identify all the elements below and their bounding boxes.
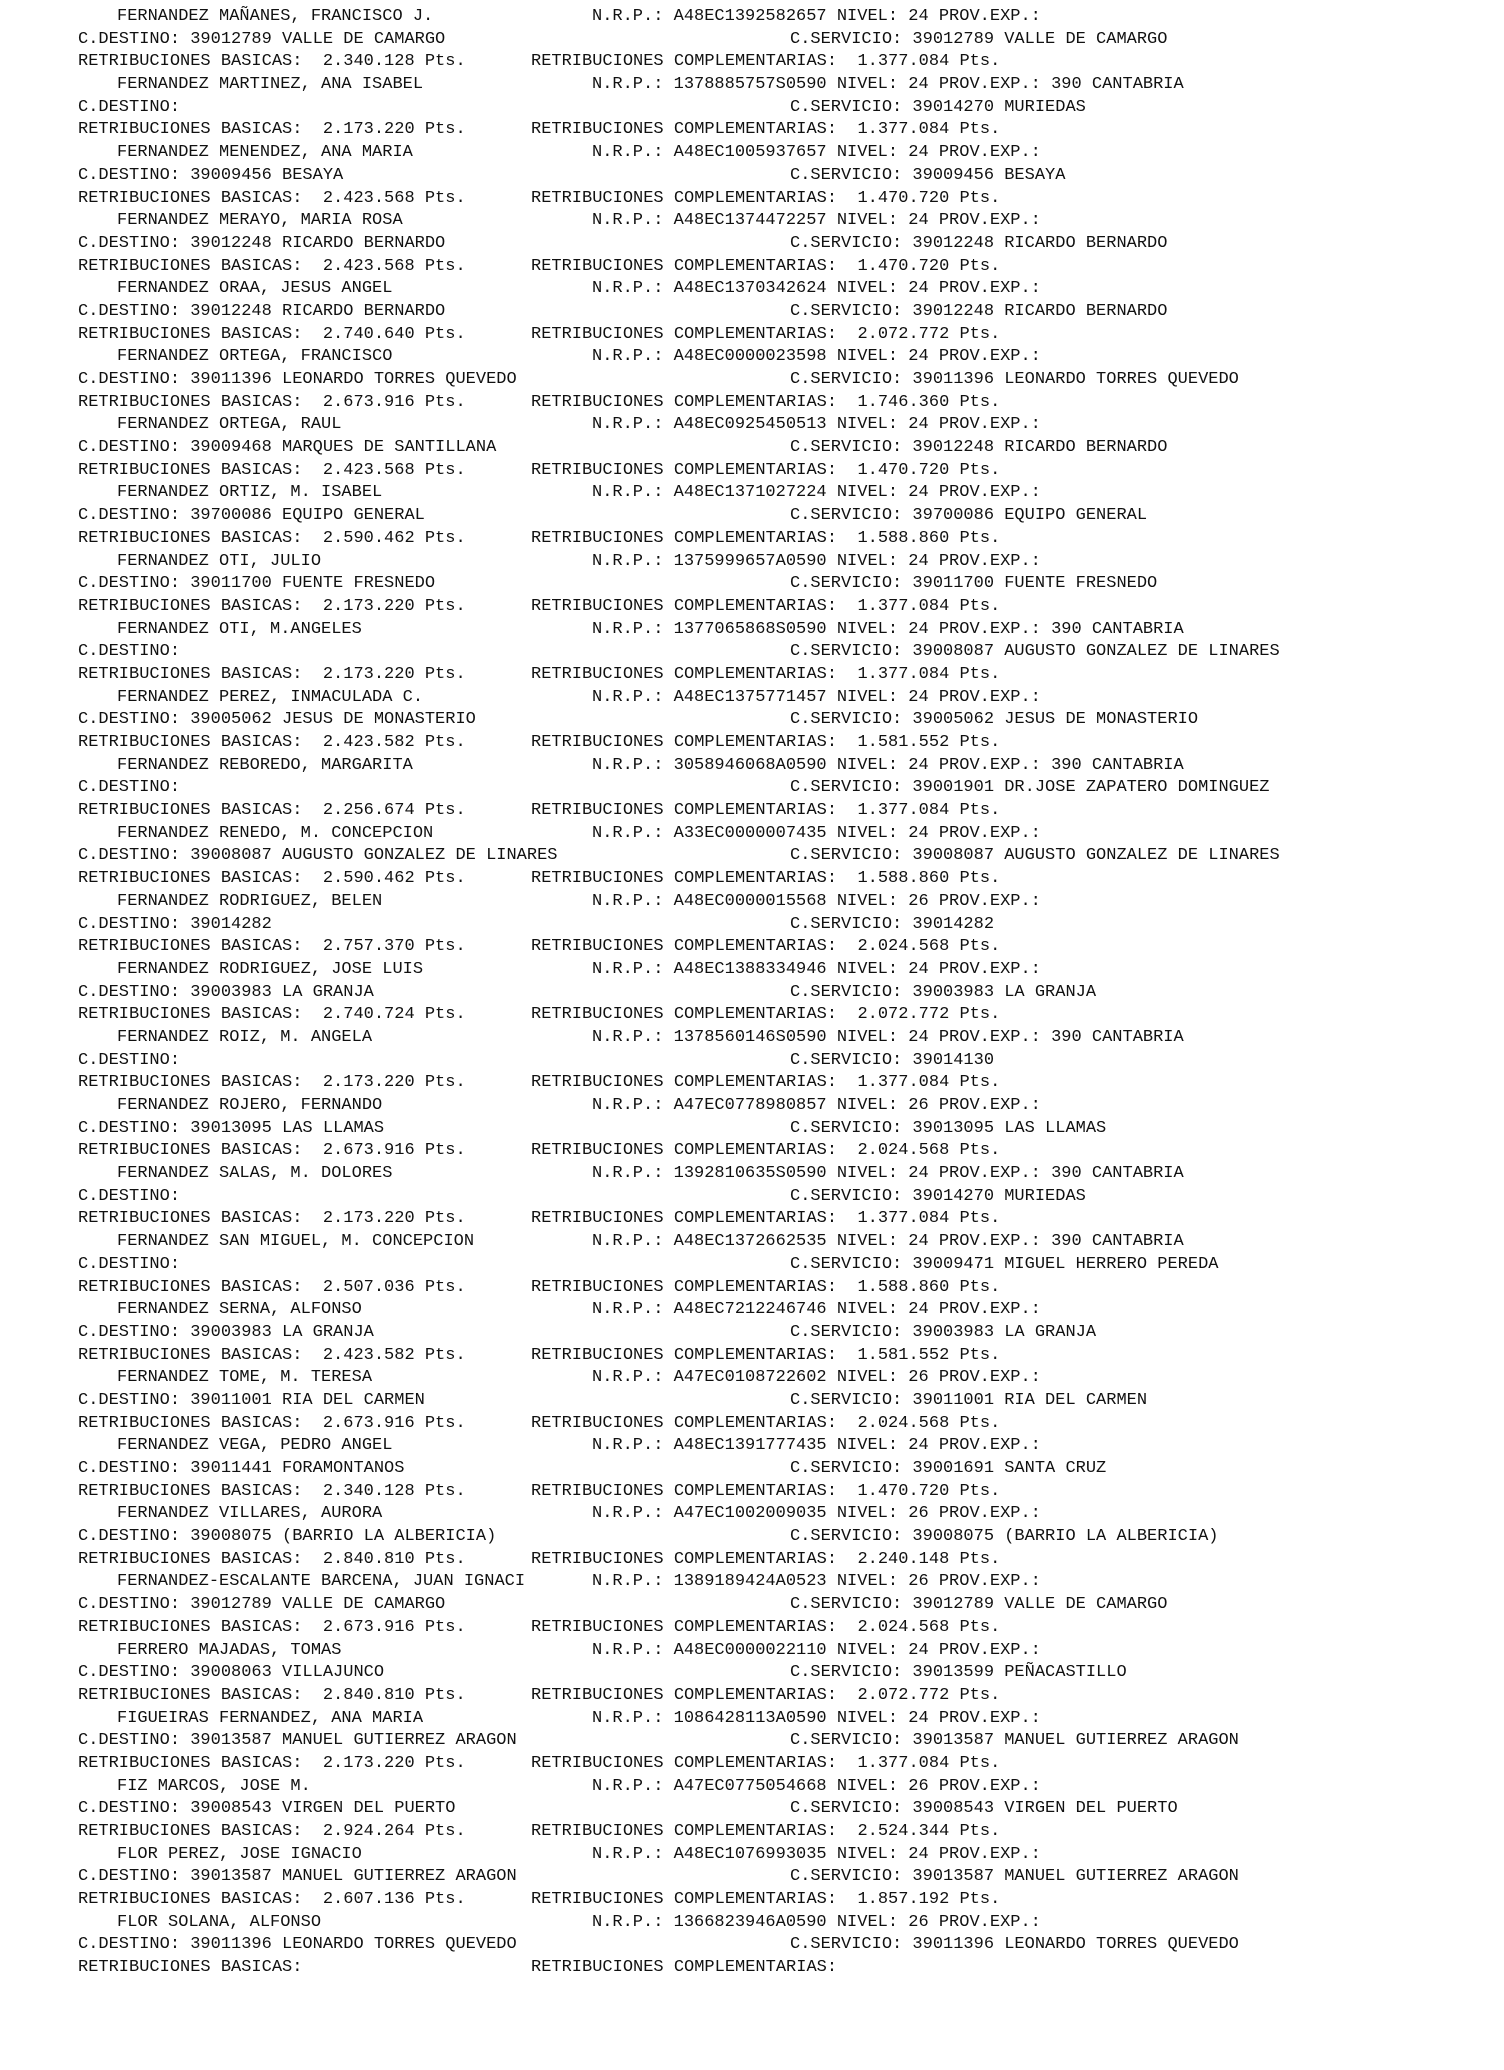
basic-salary: RETRIBUCIONES BASICAS: 2.340.128 Pts.	[78, 1481, 466, 1501]
complementary-salary: RETRIBUCIONES COMPLEMENTARIAS: 1.377.084 Pts.	[531, 52, 1001, 72]
record-header-line	[0, 1708, 1504, 1731]
basic-salary: RETRIBUCIONES BASICAS: 2.757.370 Pts.	[78, 937, 466, 957]
record-salary-line	[0, 1277, 1504, 1300]
servicio-center: C.SERVICIO: 39013095 LAS LLAMAS	[790, 1118, 1107, 1138]
destino-center: C.DESTINO: 39003983 LA GRANJA	[78, 1322, 374, 1342]
record-entry	[0, 1844, 1504, 1912]
servicio-center: C.SERVICIO: 39700086 EQUIPO GENERAL	[790, 506, 1148, 526]
basic-salary: RETRIBUCIONES BASICAS: 2.673.916 Pts.	[78, 1141, 466, 1161]
servicio-center: C.SERVICIO: 39009456 BESAYA	[790, 165, 1066, 185]
record-center-line	[0, 1594, 1504, 1617]
record-entry	[0, 687, 1504, 755]
record-header-line	[0, 142, 1504, 165]
basic-salary: RETRIBUCIONES BASICAS: 2.423.568 Pts.	[78, 188, 466, 208]
nrp-info: N.R.P.: 1086428113A0590 NIVEL: 24 PROV.EXP.:	[592, 1708, 1041, 1728]
record-center-line	[0, 1050, 1504, 1073]
employee-name: FERNANDEZ REBOREDO, MARGARITA	[117, 755, 413, 775]
employee-name: FLOR SOLANA, ALFONSO	[117, 1912, 322, 1932]
basic-salary: RETRIBUCIONES BASICAS: 2.423.568 Pts.	[78, 256, 466, 276]
servicio-center: C.SERVICIO: 39008543 VIRGEN DEL PUERTO	[790, 1799, 1178, 1819]
employee-name: FERNANDEZ VILLARES, AURORA	[117, 1504, 383, 1524]
record-center-line	[0, 1934, 1504, 1957]
nrp-info: N.R.P.: A47EC0108722602 NIVEL: 26 PROV.EXP.:	[592, 1368, 1041, 1388]
basic-salary: RETRIBUCIONES BASICAS: 2.924.264 Pts.	[78, 1822, 466, 1841]
record-salary-line	[0, 596, 1504, 619]
record-salary-line	[0, 1413, 1504, 1436]
record-entry	[0, 1503, 1504, 1571]
servicio-center: C.SERVICIO: 39014270 MURIEDAS	[790, 97, 1086, 117]
record-center-line	[0, 1458, 1504, 1481]
destino-center: C.DESTINO: 39012248 RICARDO BERNARDO	[78, 301, 446, 321]
record-header-line	[0, 414, 1504, 437]
employee-name: FERNANDEZ OTI, JULIO	[117, 551, 322, 571]
record-salary-line	[0, 188, 1504, 211]
servicio-center: C.SERVICIO: 39012248 RICARDO BERNARDO	[790, 301, 1168, 321]
destino-center: C.DESTINO: 39014282	[78, 914, 272, 934]
basic-salary: RETRIBUCIONES BASICAS: 2.673.916 Pts.	[78, 392, 466, 412]
servicio-center: C.SERVICIO: 39008075 (BARRIO LA ALBERICIA)	[790, 1527, 1219, 1547]
nrp-info: N.R.P.: A48EC1375771457 NIVEL: 24 PROV.EXP.:	[592, 687, 1041, 707]
complementary-salary: RETRIBUCIONES COMPLEMENTARIAS: 1.746.360 Pts.	[531, 392, 1001, 412]
record-salary-line	[0, 1957, 1504, 1980]
destino-center: C.DESTINO: 39003983 LA GRANJA	[78, 982, 374, 1002]
complementary-salary: RETRIBUCIONES COMPLEMENTARIAS: 2.024.568 Pts.	[531, 937, 1001, 957]
record-center-line	[0, 709, 1504, 732]
employee-name: FERRERO MAJADAS, TOMAS	[117, 1640, 342, 1660]
record-header-line	[0, 551, 1504, 574]
record-salary-line	[0, 1140, 1504, 1163]
destino-center: C.DESTINO: 39011001 RIA DEL CARMEN	[78, 1390, 425, 1410]
basic-salary: RETRIBUCIONES BASICAS: 2.423.582 Pts.	[78, 1345, 466, 1365]
nrp-info: N.R.P.: A48EC0000015568 NIVEL: 26 PROV.EXP.:	[592, 891, 1041, 911]
basic-salary: RETRIBUCIONES BASICAS: 2.740.724 Pts.	[78, 1005, 466, 1025]
destino-center: C.DESTINO: 39009468 MARQUES DE SANTILLANA	[78, 438, 497, 458]
complementary-salary: RETRIBUCIONES COMPLEMENTARIAS:	[531, 1958, 838, 1978]
destino-center: C.DESTINO:	[78, 1050, 181, 1070]
basic-salary: RETRIBUCIONES BASICAS: 2.423.568 Pts.	[78, 460, 466, 480]
nrp-info: N.R.P.: 1378885757S0590 NIVEL: 24 PROV.EXP.: 390 CANTABRIA	[592, 75, 1184, 95]
record-center-line	[0, 914, 1504, 937]
servicio-center: C.SERVICIO: 39008087 AUGUSTO GONZALEZ DE LINARES	[790, 846, 1280, 866]
nrp-info: N.R.P.: A47EC0778980857 NIVEL: 26 PROV.EXP.:	[592, 1096, 1041, 1115]
record-header-line	[0, 482, 1504, 505]
record-center-line	[0, 97, 1504, 120]
servicio-center: C.SERVICIO: 39009471 MIGUEL HERRERO PEREDA	[790, 1254, 1219, 1274]
record-salary-line	[0, 51, 1504, 74]
nrp-info: N.R.P.: A48EC1392582657 NIVEL: 24 PROV.EXP.:	[592, 7, 1041, 26]
nrp-info: N.R.P.: A48EC1388334946 NIVEL: 24 PROV.EXP.:	[592, 959, 1041, 979]
record-header-line	[0, 1231, 1504, 1254]
basic-salary: RETRIBUCIONES BASICAS: 2.590.462 Pts.	[78, 869, 466, 889]
destino-center: C.DESTINO: 39012789 VALLE DE CAMARGO	[78, 1595, 446, 1615]
record-entry	[0, 1912, 1504, 1980]
record-header-line	[0, 1163, 1504, 1186]
servicio-center: C.SERVICIO: 39001691 SANTA CRUZ	[790, 1459, 1107, 1478]
record-header-line	[0, 1435, 1504, 1458]
record-center-line	[0, 573, 1504, 596]
employee-name: FERNANDEZ ORTEGA, RAUL	[117, 415, 342, 435]
record-header-line	[0, 346, 1504, 369]
basic-salary: RETRIBUCIONES BASICAS: 2.340.128 Pts.	[78, 52, 466, 72]
employee-name: FERNANDEZ-ESCALANTE BARCENA, JUAN IGNACI	[117, 1572, 526, 1592]
record-salary-line	[0, 1549, 1504, 1572]
record-salary-line	[0, 800, 1504, 823]
basic-salary: RETRIBUCIONES BASICAS: 2.173.220 Pts.	[78, 664, 466, 684]
complementary-salary: RETRIBUCIONES COMPLEMENTARIAS: 2.524.344 Pts.	[531, 1822, 1001, 1841]
record-entry	[0, 551, 1504, 619]
record-header-line	[0, 1571, 1504, 1594]
complementary-salary: RETRIBUCIONES COMPLEMENTARIAS: 2.072.772 Pts.	[531, 1005, 1001, 1025]
record-header-line	[0, 687, 1504, 710]
servicio-center: C.SERVICIO: 39011396 LEONARDO TORRES QUEVEDO	[790, 1935, 1239, 1955]
record-entry	[0, 1776, 1504, 1844]
nrp-info: N.R.P.: A48EC1371027224 NIVEL: 24 PROV.EXP.:	[592, 483, 1041, 503]
record-center-line	[0, 437, 1504, 460]
destino-center: C.DESTINO:	[78, 1254, 181, 1274]
complementary-salary: RETRIBUCIONES COMPLEMENTARIAS: 1.470.720 Pts.	[531, 460, 1001, 480]
employee-name: FIGUEIRAS FERNANDEZ, ANA MARIA	[117, 1708, 424, 1728]
servicio-center: C.SERVICIO: 39011001 RIA DEL CARMEN	[790, 1390, 1148, 1410]
nrp-info: N.R.P.: 1389189424A0523 NIVEL: 26 PROV.EXP.:	[592, 1572, 1041, 1592]
record-salary-line	[0, 1345, 1504, 1368]
nrp-info: N.R.P.: A48EC1372662535 NIVEL: 24 PROV.EXP.: 390 CANTABRIA	[592, 1232, 1184, 1252]
complementary-salary: RETRIBUCIONES COMPLEMENTARIAS: 1.581.552 Pts.	[531, 733, 1001, 752]
basic-salary: RETRIBUCIONES BASICAS: 2.607.136 Pts.	[78, 1890, 466, 1910]
record-entry	[0, 1027, 1504, 1095]
destino-center: C.DESTINO:	[78, 778, 181, 798]
servicio-center: C.SERVICIO: 39013599 PEÑACASTILLO	[790, 1663, 1127, 1683]
basic-salary: RETRIBUCIONES BASICAS: 2.507.036 Pts.	[78, 1277, 466, 1297]
complementary-salary: RETRIBUCIONES COMPLEMENTARIAS: 2.024.568 Pts.	[531, 1413, 1001, 1433]
record-salary-line	[0, 1004, 1504, 1027]
record-center-line	[0, 165, 1504, 188]
nrp-info: N.R.P.: 1377065868S0590 NIVEL: 24 PROV.EXP.: 390 CANTABRIA	[592, 619, 1184, 639]
destino-center: C.DESTINO:	[78, 97, 181, 117]
basic-salary: RETRIBUCIONES BASICAS: 2.173.220 Pts.	[78, 120, 466, 140]
destino-center: C.DESTINO: 39011396 LEONARDO TORRES QUEVEDO	[78, 370, 517, 389]
nrp-info: N.R.P.: 1375999657A0590 NIVEL: 24 PROV.EXP.:	[592, 551, 1041, 571]
record-entry	[0, 1231, 1504, 1299]
record-salary-line	[0, 1072, 1504, 1095]
destino-center: C.DESTINO: 39012248 RICARDO BERNARDO	[78, 233, 446, 253]
basic-salary: RETRIBUCIONES BASICAS: 2.173.220 Pts.	[78, 596, 466, 616]
complementary-salary: RETRIBUCIONES COMPLEMENTARIAS: 1.377.084 Pts.	[531, 1209, 1001, 1229]
record-center-line	[0, 1730, 1504, 1753]
complementary-salary: RETRIBUCIONES COMPLEMENTARIAS: 2.072.772 Pts.	[531, 324, 1001, 344]
basic-salary: RETRIBUCIONES BASICAS: 2.423.582 Pts.	[78, 733, 466, 752]
record-header-line	[0, 1299, 1504, 1322]
complementary-salary: RETRIBUCIONES COMPLEMENTARIAS: 1.470.720 Pts.	[531, 1481, 1001, 1501]
employee-name: FERNANDEZ SALAS, M. DOLORES	[117, 1164, 393, 1184]
record-center-line	[0, 1186, 1504, 1209]
destino-center: C.DESTINO: 39005062 JESUS DE MONASTERIO	[78, 710, 476, 730]
nrp-info: N.R.P.: 1366823946A0590 NIVEL: 26 PROV.EXP.:	[592, 1912, 1041, 1932]
record-salary-line	[0, 324, 1504, 347]
destino-center: C.DESTINO: 39008063 VILLAJUNCO	[78, 1663, 385, 1683]
employee-name: FERNANDEZ SAN MIGUEL, M. CONCEPCION	[117, 1232, 475, 1252]
record-salary-line	[0, 936, 1504, 959]
nrp-info: N.R.P.: A48EC1391777435 NIVEL: 24 PROV.EXP.:	[592, 1436, 1041, 1456]
record-entry	[0, 1095, 1504, 1163]
servicio-center: C.SERVICIO: 39014270 MURIEDAS	[790, 1186, 1086, 1206]
record-entry	[0, 823, 1504, 891]
servicio-center: C.SERVICIO: 39001901 DR.JOSE ZAPATERO DOMINGUEZ	[790, 778, 1270, 798]
record-header-line	[0, 1912, 1504, 1935]
nrp-info: N.R.P.: 1378560146S0590 NIVEL: 24 PROV.EXP.: 390 CANTABRIA	[592, 1027, 1184, 1047]
servicio-center: C.SERVICIO: 39003983 LA GRANJA	[790, 982, 1097, 1002]
nrp-info: N.R.P.: 3058946068A0590 NIVEL: 24 PROV.EXP.: 390 CANTABRIA	[592, 755, 1184, 775]
nrp-info: N.R.P.: A48EC0000023598 NIVEL: 24 PROV.EXP.:	[592, 347, 1041, 367]
record-entry	[0, 1571, 1504, 1639]
complementary-salary: RETRIBUCIONES COMPLEMENTARIAS: 1.377.084 Pts.	[531, 596, 1001, 616]
employee-name: FERNANDEZ RENEDO, M. CONCEPCION	[117, 823, 434, 843]
destino-center: C.DESTINO: 39011396 LEONARDO TORRES QUEVEDO	[78, 1935, 517, 1955]
employee-name: FERNANDEZ OTI, M.ANGELES	[117, 619, 362, 639]
destino-center: C.DESTINO: 39013587 MANUEL GUTIERREZ ARAGON	[78, 1731, 517, 1751]
record-center-line	[0, 845, 1504, 868]
record-entry	[0, 755, 1504, 823]
record-header-line	[0, 1503, 1504, 1526]
record-header-line	[0, 1027, 1504, 1050]
record-salary-line	[0, 1753, 1504, 1776]
complementary-salary: RETRIBUCIONES COMPLEMENTARIAS: 1.588.860 Pts.	[531, 1277, 1001, 1297]
complementary-salary: RETRIBUCIONES COMPLEMENTARIAS: 1.470.720 Pts.	[531, 256, 1001, 276]
complementary-salary: RETRIBUCIONES COMPLEMENTARIAS: 2.024.568 Pts.	[531, 1617, 1001, 1637]
employee-name: FERNANDEZ SERNA, ALFONSO	[117, 1300, 362, 1320]
record-header-line	[0, 74, 1504, 97]
complementary-salary: RETRIBUCIONES COMPLEMENTARIAS: 1.377.084 Pts.	[531, 120, 1001, 140]
basic-salary: RETRIBUCIONES BASICAS: 2.173.220 Pts.	[78, 1073, 466, 1093]
employee-name: FERNANDEZ ROIZ, M. ANGELA	[117, 1027, 373, 1047]
record-salary-line	[0, 664, 1504, 687]
record-entry	[0, 1163, 1504, 1231]
nrp-info: N.R.P.: A48EC0000022110 NIVEL: 24 PROV.EXP.:	[592, 1640, 1041, 1660]
basic-salary: RETRIBUCIONES BASICAS: 2.173.220 Pts.	[78, 1753, 466, 1773]
record-salary-line	[0, 460, 1504, 483]
destino-center: C.DESTINO: 39013095 LAS LLAMAS	[78, 1118, 385, 1138]
employee-name: FIZ MARCOS, JOSE M.	[117, 1776, 311, 1796]
record-header-line	[0, 1095, 1504, 1118]
employee-name: FERNANDEZ MARTINEZ, ANA ISABEL	[117, 75, 424, 95]
basic-salary: RETRIBUCIONES BASICAS: 2.840.810 Pts.	[78, 1549, 466, 1569]
record-center-line	[0, 1390, 1504, 1413]
basic-salary: RETRIBUCIONES BASICAS: 2.840.810 Pts.	[78, 1685, 466, 1705]
destino-center: C.DESTINO: 39011441 FORAMONTANOS	[78, 1459, 405, 1478]
record-center-line	[0, 1118, 1504, 1141]
complementary-salary: RETRIBUCIONES COMPLEMENTARIAS: 1.470.720 Pts.	[531, 188, 1001, 208]
nrp-info: N.R.P.: A47EC0775054668 NIVEL: 26 PROV.EXP.:	[592, 1776, 1041, 1796]
employee-name: FERNANDEZ ORTEGA, FRANCISCO	[117, 347, 393, 367]
record-center-line	[0, 982, 1504, 1005]
record-center-line	[0, 1322, 1504, 1345]
complementary-salary: RETRIBUCIONES COMPLEMENTARIAS: 1.377.084 Pts.	[531, 1073, 1001, 1093]
employee-name: FERNANDEZ MERAYO, MARIA ROSA	[117, 211, 403, 231]
record-entry	[0, 74, 1504, 142]
record-salary-line	[0, 392, 1504, 415]
record-salary-line	[0, 1481, 1504, 1504]
complementary-salary: RETRIBUCIONES COMPLEMENTARIAS: 1.377.084 Pts.	[531, 664, 1001, 684]
employee-name: FERNANDEZ VEGA, PEDRO ANGEL	[117, 1436, 393, 1456]
servicio-center: C.SERVICIO: 39012248 RICARDO BERNARDO	[790, 438, 1168, 458]
nrp-info: N.R.P.: A48EC7212246746 NIVEL: 24 PROV.EXP.:	[592, 1300, 1041, 1320]
servicio-center: C.SERVICIO: 39014130	[790, 1050, 995, 1070]
servicio-center: C.SERVICIO: 39012248 RICARDO BERNARDO	[790, 233, 1168, 253]
nrp-info: N.R.P.: A48EC0925450513 NIVEL: 24 PROV.EXP.:	[592, 415, 1041, 435]
destino-center: C.DESTINO:	[78, 1186, 181, 1206]
record-center-line	[0, 777, 1504, 800]
complementary-salary: RETRIBUCIONES COMPLEMENTARIAS: 1.588.860 Pts.	[531, 528, 1001, 548]
record-center-line	[0, 1662, 1504, 1685]
servicio-center: C.SERVICIO: 39012789 VALLE DE CAMARGO	[790, 29, 1168, 49]
record-center-line	[0, 1866, 1504, 1889]
servicio-center: C.SERVICIO: 39013587 MANUEL GUTIERREZ ARAGON	[790, 1731, 1239, 1751]
nrp-info: N.R.P.: 1392810635S0590 NIVEL: 24 PROV.EXP.: 390 CANTABRIA	[592, 1164, 1184, 1184]
record-entry	[0, 346, 1504, 414]
basic-salary: RETRIBUCIONES BASICAS:	[78, 1958, 303, 1978]
destino-center: C.DESTINO: 39700086 EQUIPO GENERAL	[78, 506, 425, 526]
complementary-salary: RETRIBUCIONES COMPLEMENTARIAS: 1.581.552 Pts.	[531, 1345, 1001, 1365]
nrp-info: N.R.P.: A48EC1374472257 NIVEL: 24 PROV.EXP.:	[592, 211, 1041, 231]
record-salary-line	[0, 732, 1504, 755]
record-center-line	[0, 369, 1504, 392]
record-header-line	[0, 755, 1504, 778]
servicio-center: C.SERVICIO: 39005062 JESUS DE MONASTERIO	[790, 710, 1199, 730]
destino-center: C.DESTINO: 39011700 FUENTE FRESNEDO	[78, 574, 436, 594]
servicio-center: C.SERVICIO: 39014282	[790, 914, 995, 934]
destino-center: C.DESTINO:	[78, 642, 181, 662]
record-entry	[0, 1299, 1504, 1367]
employee-name: FERNANDEZ RODRIGUEZ, JOSE LUIS	[117, 959, 424, 979]
record-list	[0, 6, 1504, 1980]
record-salary-line	[0, 1617, 1504, 1640]
servicio-center: C.SERVICIO: 39011396 LEONARDO TORRES QUEVEDO	[790, 370, 1239, 389]
complementary-salary: RETRIBUCIONES COMPLEMENTARIAS: 2.072.772 Pts.	[531, 1685, 1001, 1705]
record-header-line	[0, 891, 1504, 914]
record-header-line	[0, 823, 1504, 846]
record-entry	[0, 414, 1504, 482]
servicio-center: C.SERVICIO: 39008087 AUGUSTO GONZALEZ DE LINARES	[790, 642, 1280, 662]
destino-center: C.DESTINO: 39008087 AUGUSTO GONZALEZ DE LINARES	[78, 846, 558, 866]
basic-salary: RETRIBUCIONES BASICAS: 2.256.674 Pts.	[78, 801, 466, 821]
nrp-info: N.R.P.: A48EC1370342624 NIVEL: 24 PROV.EXP.:	[592, 279, 1041, 299]
record-center-line	[0, 505, 1504, 528]
destino-center: C.DESTINO: 39009456 BESAYA	[78, 165, 344, 185]
employee-name: FERNANDEZ MAÑANES, FRANCISCO J.	[117, 7, 434, 26]
record-header-line	[0, 619, 1504, 642]
record-salary-line	[0, 1685, 1504, 1708]
complementary-salary: RETRIBUCIONES COMPLEMENTARIAS: 2.024.568 Pts.	[531, 1141, 1001, 1161]
record-header-line	[0, 278, 1504, 301]
basic-salary: RETRIBUCIONES BASICAS: 2.673.916 Pts.	[78, 1413, 466, 1433]
record-entry	[0, 619, 1504, 687]
record-salary-line	[0, 256, 1504, 279]
employee-name: FERNANDEZ ORAA, JESUS ANGEL	[117, 279, 393, 299]
complementary-salary: RETRIBUCIONES COMPLEMENTARIAS: 2.240.148 Pts.	[531, 1549, 1001, 1569]
basic-salary: RETRIBUCIONES BASICAS: 2.173.220 Pts.	[78, 1209, 466, 1229]
complementary-salary: RETRIBUCIONES COMPLEMENTARIAS: 1.857.192 Pts.	[531, 1890, 1001, 1910]
record-entry	[0, 1435, 1504, 1503]
record-salary-line	[0, 528, 1504, 551]
basic-salary: RETRIBUCIONES BASICAS: 2.673.916 Pts.	[78, 1617, 466, 1637]
destino-center: C.DESTINO: 39012789 VALLE DE CAMARGO	[78, 29, 446, 49]
record-entry	[0, 482, 1504, 550]
complementary-salary: RETRIBUCIONES COMPLEMENTARIAS: 1.377.084 Pts.	[531, 1753, 1001, 1773]
record-entry	[0, 142, 1504, 210]
record-entry	[0, 1367, 1504, 1435]
basic-salary: RETRIBUCIONES BASICAS: 2.740.640 Pts.	[78, 324, 466, 344]
record-entry	[0, 1708, 1504, 1776]
record-center-line	[0, 301, 1504, 324]
record-salary-line	[0, 1208, 1504, 1231]
record-salary-line	[0, 119, 1504, 142]
complementary-salary: RETRIBUCIONES COMPLEMENTARIAS: 1.377.084 Pts.	[531, 801, 1001, 821]
employee-name: FERNANDEZ PEREZ, INMACULADA C.	[117, 687, 424, 707]
nrp-info: N.R.P.: A48EC1076993035 NIVEL: 24 PROV.EXP.:	[592, 1844, 1041, 1864]
employee-name: FERNANDEZ ROJERO, FERNANDO	[117, 1096, 383, 1115]
complementary-salary: RETRIBUCIONES COMPLEMENTARIAS: 1.588.860 Pts.	[531, 869, 1001, 889]
record-header-line	[0, 959, 1504, 982]
record-entry	[0, 891, 1504, 959]
record-center-line	[0, 1798, 1504, 1821]
record-entry	[0, 959, 1504, 1027]
servicio-center: C.SERVICIO: 39011700 FUENTE FRESNEDO	[790, 574, 1158, 594]
record-header-line	[0, 1640, 1504, 1663]
basic-salary: RETRIBUCIONES BASICAS: 2.590.462 Pts.	[78, 528, 466, 548]
record-salary-line	[0, 868, 1504, 891]
record-salary-line	[0, 1889, 1504, 1912]
nrp-info: N.R.P.: A48EC1005937657 NIVEL: 24 PROV.EXP.:	[592, 143, 1041, 163]
record-center-line	[0, 1254, 1504, 1277]
record-header-line	[0, 1844, 1504, 1867]
employee-name: FERNANDEZ MENENDEZ, ANA MARIA	[117, 143, 413, 163]
record-header-line	[0, 1776, 1504, 1799]
employee-name: FERNANDEZ TOME, M. TERESA	[117, 1368, 373, 1388]
destino-center: C.DESTINO: 39008075 (BARRIO LA ALBERICIA)	[78, 1527, 497, 1547]
record-header-line	[0, 1367, 1504, 1390]
record-header-line	[0, 6, 1504, 29]
record-entry	[0, 210, 1504, 278]
record-center-line	[0, 1526, 1504, 1549]
destino-center: C.DESTINO: 39008543 VIRGEN DEL PUERTO	[78, 1799, 456, 1819]
servicio-center: C.SERVICIO: 39012789 VALLE DE CAMARGO	[790, 1595, 1168, 1615]
employee-name: FERNANDEZ ORTIZ, M. ISABEL	[117, 483, 383, 503]
servicio-center: C.SERVICIO: 39013587 MANUEL GUTIERREZ ARAGON	[790, 1867, 1239, 1887]
record-entry	[0, 278, 1504, 346]
record-center-line	[0, 29, 1504, 52]
nrp-info: N.R.P.: A33EC0000007435 NIVEL: 24 PROV.EXP.:	[592, 823, 1041, 843]
record-entry	[0, 6, 1504, 74]
destino-center: C.DESTINO: 39013587 MANUEL GUTIERREZ ARAGON	[78, 1867, 517, 1887]
employee-name: FERNANDEZ RODRIGUEZ, BELEN	[117, 891, 383, 911]
record-header-line	[0, 210, 1504, 233]
record-entry	[0, 1640, 1504, 1708]
employee-name: FLOR PEREZ, JOSE IGNACIO	[117, 1844, 362, 1864]
record-center-line	[0, 233, 1504, 256]
servicio-center: C.SERVICIO: 39003983 LA GRANJA	[790, 1322, 1097, 1342]
nrp-info: N.R.P.: A47EC1002009035 NIVEL: 26 PROV.EXP.:	[592, 1504, 1041, 1524]
record-salary-line	[0, 1821, 1504, 1844]
record-center-line	[0, 641, 1504, 664]
